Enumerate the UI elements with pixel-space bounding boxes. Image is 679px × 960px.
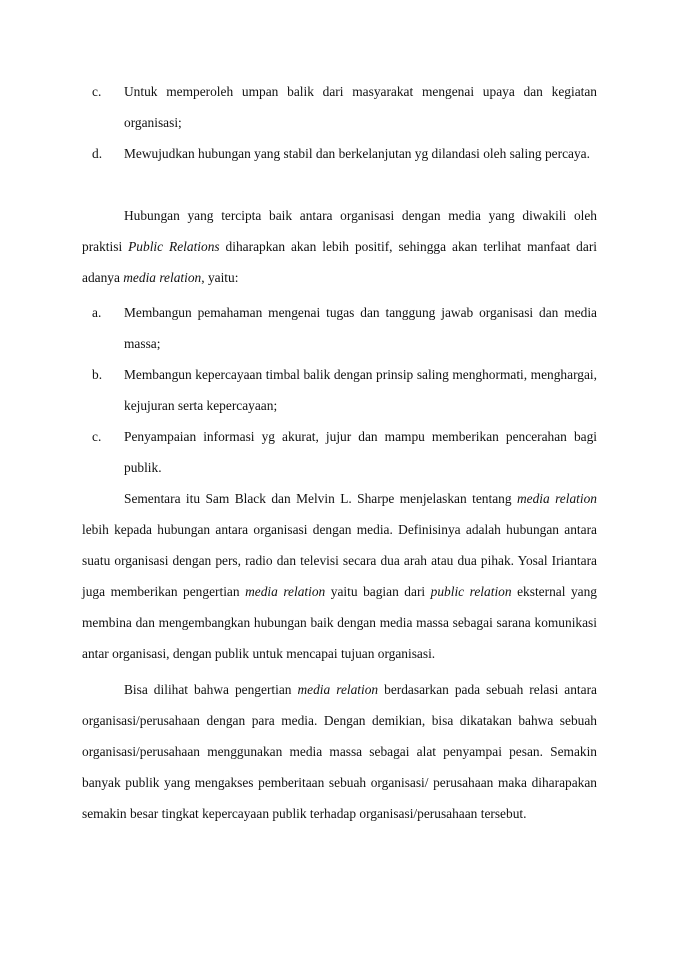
text-span: berdasarkan pada sebuah relasi antara organisasi/perusahaan dengan para media. Dengan demikian, bisa dikatakan bahwa sebuah organisasi/perusahaan menggunakan media massa sebagai alat penyampai pesan. Semakin banyak publik yang mengakses pemberitaan sebuah organisasi/ perusahaan maka diharapakan semakin besar tingkat kepercayaan publik terhadap organisasi/perusahaan tersebut. [82, 682, 598, 821]
list-marker: a. [92, 305, 102, 320]
list-item [0, 359, 679, 421]
italic-term: media relation [297, 682, 379, 697]
list-marker: b. [92, 367, 103, 382]
text-span: Sementara itu Sam Black dan Melvin L. Sharpe menjelaskan tentang [124, 491, 517, 506]
italic-term: media relation [245, 584, 326, 599]
list-item-text: Mewujudkan hubungan yang stabil dan berkelanjutan yg dilandasi oleh saling percaya. [124, 146, 590, 161]
text-span: lebih kepada hubungan antara organisasi dengan media. Definisinya adalah hubungan antara suatu organisasi dengan pers, radio dan televisi secara dua arah atau dua pihak. Yosal Iriantara juga memberikan pengertian [82, 522, 597, 599]
paragraph-bisa-dilihat [82, 674, 597, 829]
list-marker: d. [92, 146, 103, 161]
italic-term: public relation [430, 584, 512, 599]
list-item [0, 76, 679, 138]
text-span: , yaitu: [201, 270, 239, 285]
text-span: Hubungan yang tercipta baik antara organisasi dengan media yang diwakili oleh praktisi [82, 208, 597, 254]
list-item-text: Membangun kepercayaan timbal balik dengan prinsip saling menghormati, menghargai, kejujuran serta kepercayaan; [124, 367, 597, 413]
text-span: Bisa dilihat bahwa pengertian [124, 682, 298, 697]
paragraph-sam-black [82, 483, 597, 669]
list-item [0, 421, 679, 483]
list-item-text: Untuk memperoleh umpan balik dari masyarakat mengenai upaya dan kegiatan organisasi; [124, 84, 597, 130]
list-item [0, 297, 679, 359]
list-continued-c-d [0, 76, 679, 169]
list-item-text: Membangun pemahaman mengenai tugas dan tanggung jawab organisasi dan media massa; [124, 305, 597, 351]
italic-term: media relation [516, 491, 598, 506]
text-span: diharapkan akan lebih positif, sehingga akan terlihat manfaat dari adanya [82, 239, 597, 285]
list-marker: c. [92, 84, 102, 99]
list-item-text: Penyampaian informasi yg akurat, jujur dan mampu memberikan pencerahan bagi publik. [124, 429, 597, 475]
italic-term: media relation [123, 270, 202, 285]
text-span: eksternal yang membina dan mengembangkan hubungan baik dengan media massa sebagai sarana komunikasi antar organisasi, dengan publik untuk mencapai tujuan organisasi. [82, 584, 597, 661]
list-marker: c. [92, 429, 102, 444]
list-item [0, 138, 679, 169]
italic-term: Public Relations [128, 239, 220, 254]
list-manfaat [0, 297, 679, 483]
paragraph-hubungan [82, 200, 597, 293]
text-span: yaitu bagian dari [325, 584, 431, 599]
